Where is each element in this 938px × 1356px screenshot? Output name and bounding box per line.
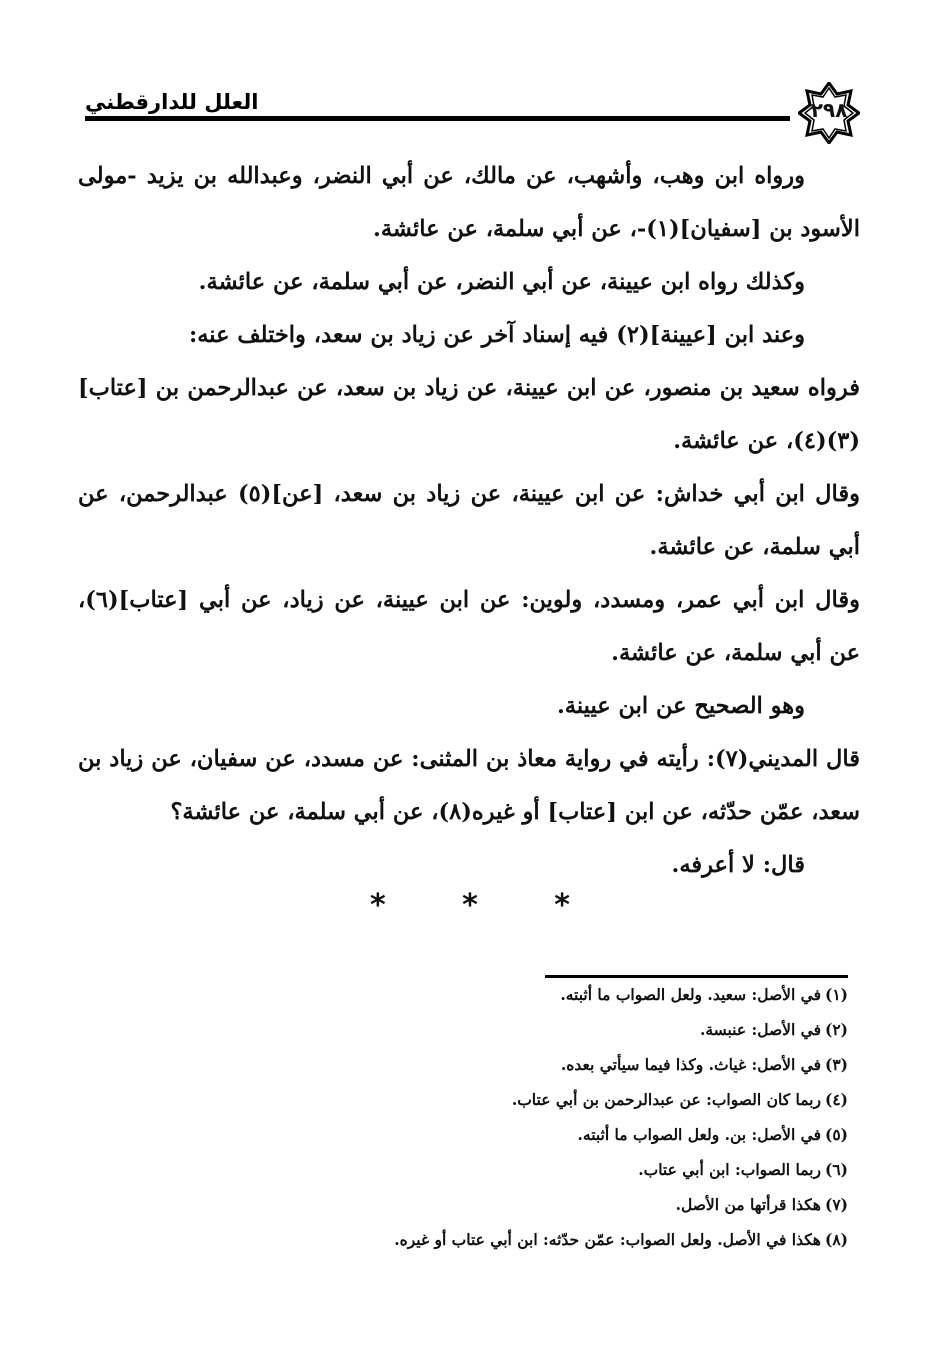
footnote-item [200,1012,848,1047]
paragraph-3: وعند ابن [عيينة](٢) فيه إسناد آخر عن زياد بن سعد، واختلف عنه: [188,322,805,348]
footnote-text: ربما كان الصواب: عن عبدالرحمن بن أبي عتاب. [511,1090,821,1109]
separator-star: * [554,888,570,923]
footnote-item [200,977,848,1012]
footnote-item [200,1152,848,1187]
paragraph-9: قال: لا أعرفه. [671,852,805,878]
footnote-number: (١) [824,985,848,1004]
footnote-text: في الأصل: غياث. وكذا فيما سيأتي بعده. [560,1055,821,1074]
footnote-item [200,1047,848,1082]
paragraph-8: قال المديني(٧): رأيته في رواية معاذ بن المثنى: عن مسدد، عن سفيان، عن زياد بن سعد، عمّن حدّثه، عن ابن [عتاب] أو غيره(٨)، عن أبي سلمة، عن عائشة؟ [78,746,860,825]
footnote-number: (٨) [824,1230,848,1249]
main-text [78,150,860,892]
page-header [85,82,860,138]
footnote-number: (٥) [824,1125,848,1144]
page-number-badge [798,82,860,144]
footnote-text: ربما الصواب: ابن أبي عتاب. [638,1160,821,1179]
footnote-item [200,1082,848,1117]
footnote-item [200,1117,848,1152]
book-title: العلل للدارقطني [85,90,259,114]
footnote-number: (٧) [824,1195,848,1214]
paragraph-2: وكذلك رواه ابن عيينة، عن أبي النضر، عن أبي سلمة، عن عائشة. [198,269,805,295]
footnote-number: (٣) [824,1055,848,1074]
section-separator [370,888,570,923]
paragraph-5: وقال ابن أبي خداش: عن ابن عيينة، عن زياد بن سعد، [عن](٥) عبدالرحمن، عن أبي سلمة، عن عائشة. [78,481,861,560]
separator-star: * [462,888,478,923]
header-rule [85,116,790,121]
page-number: ٢٩٨ [810,98,848,122]
separator-star: * [370,888,386,923]
footnote-item [200,1187,848,1222]
footnote-text: في الأصل: عنبسة. [699,1020,821,1039]
paragraph-4: فرواه سعيد بن منصور، عن ابن عيينة، عن زياد بن سعد، عن عبدالرحمن بن [عتاب](٣)(٤)، عن عائشة. [78,375,860,454]
footnote-text: هكذا قرأتها من الأصل. [675,1195,821,1214]
footnote-text: في الأصل: بن. ولعل الصواب ما أثبته. [577,1125,821,1144]
paragraph-6: وقال ابن أبي عمر، ومسدد، ولوين: عن ابن عيينة، عن زياد، عن أبي [عتاب](٦)، عن أبي سلمة، عن عائشة. [78,587,860,666]
footnote-text: هكذا في الأصل. ولعل الصواب: عمّن حدّثه: ابن أبي عتاب أو غيره. [394,1230,821,1249]
paragraph-1: ورواه ابن وهب، وأشهب، عن مالك، عن أبي النضر، وعبدالله بن يزيد -مولى الأسود بن [سفيان](١)-، عن أبي سلمة، عن عائشة. [78,163,860,242]
footnote-text: في الأصل: سعيد. ولعل الصواب ما أثبته. [560,985,821,1004]
footnotes [200,975,848,1257]
footnote-number: (٦) [824,1160,848,1179]
footnote-number: (٢) [824,1020,848,1039]
footnote-item [200,1222,848,1257]
paragraph-7: وهو الصحيح عن ابن عيينة. [556,693,805,719]
footnote-number: (٤) [824,1090,848,1109]
